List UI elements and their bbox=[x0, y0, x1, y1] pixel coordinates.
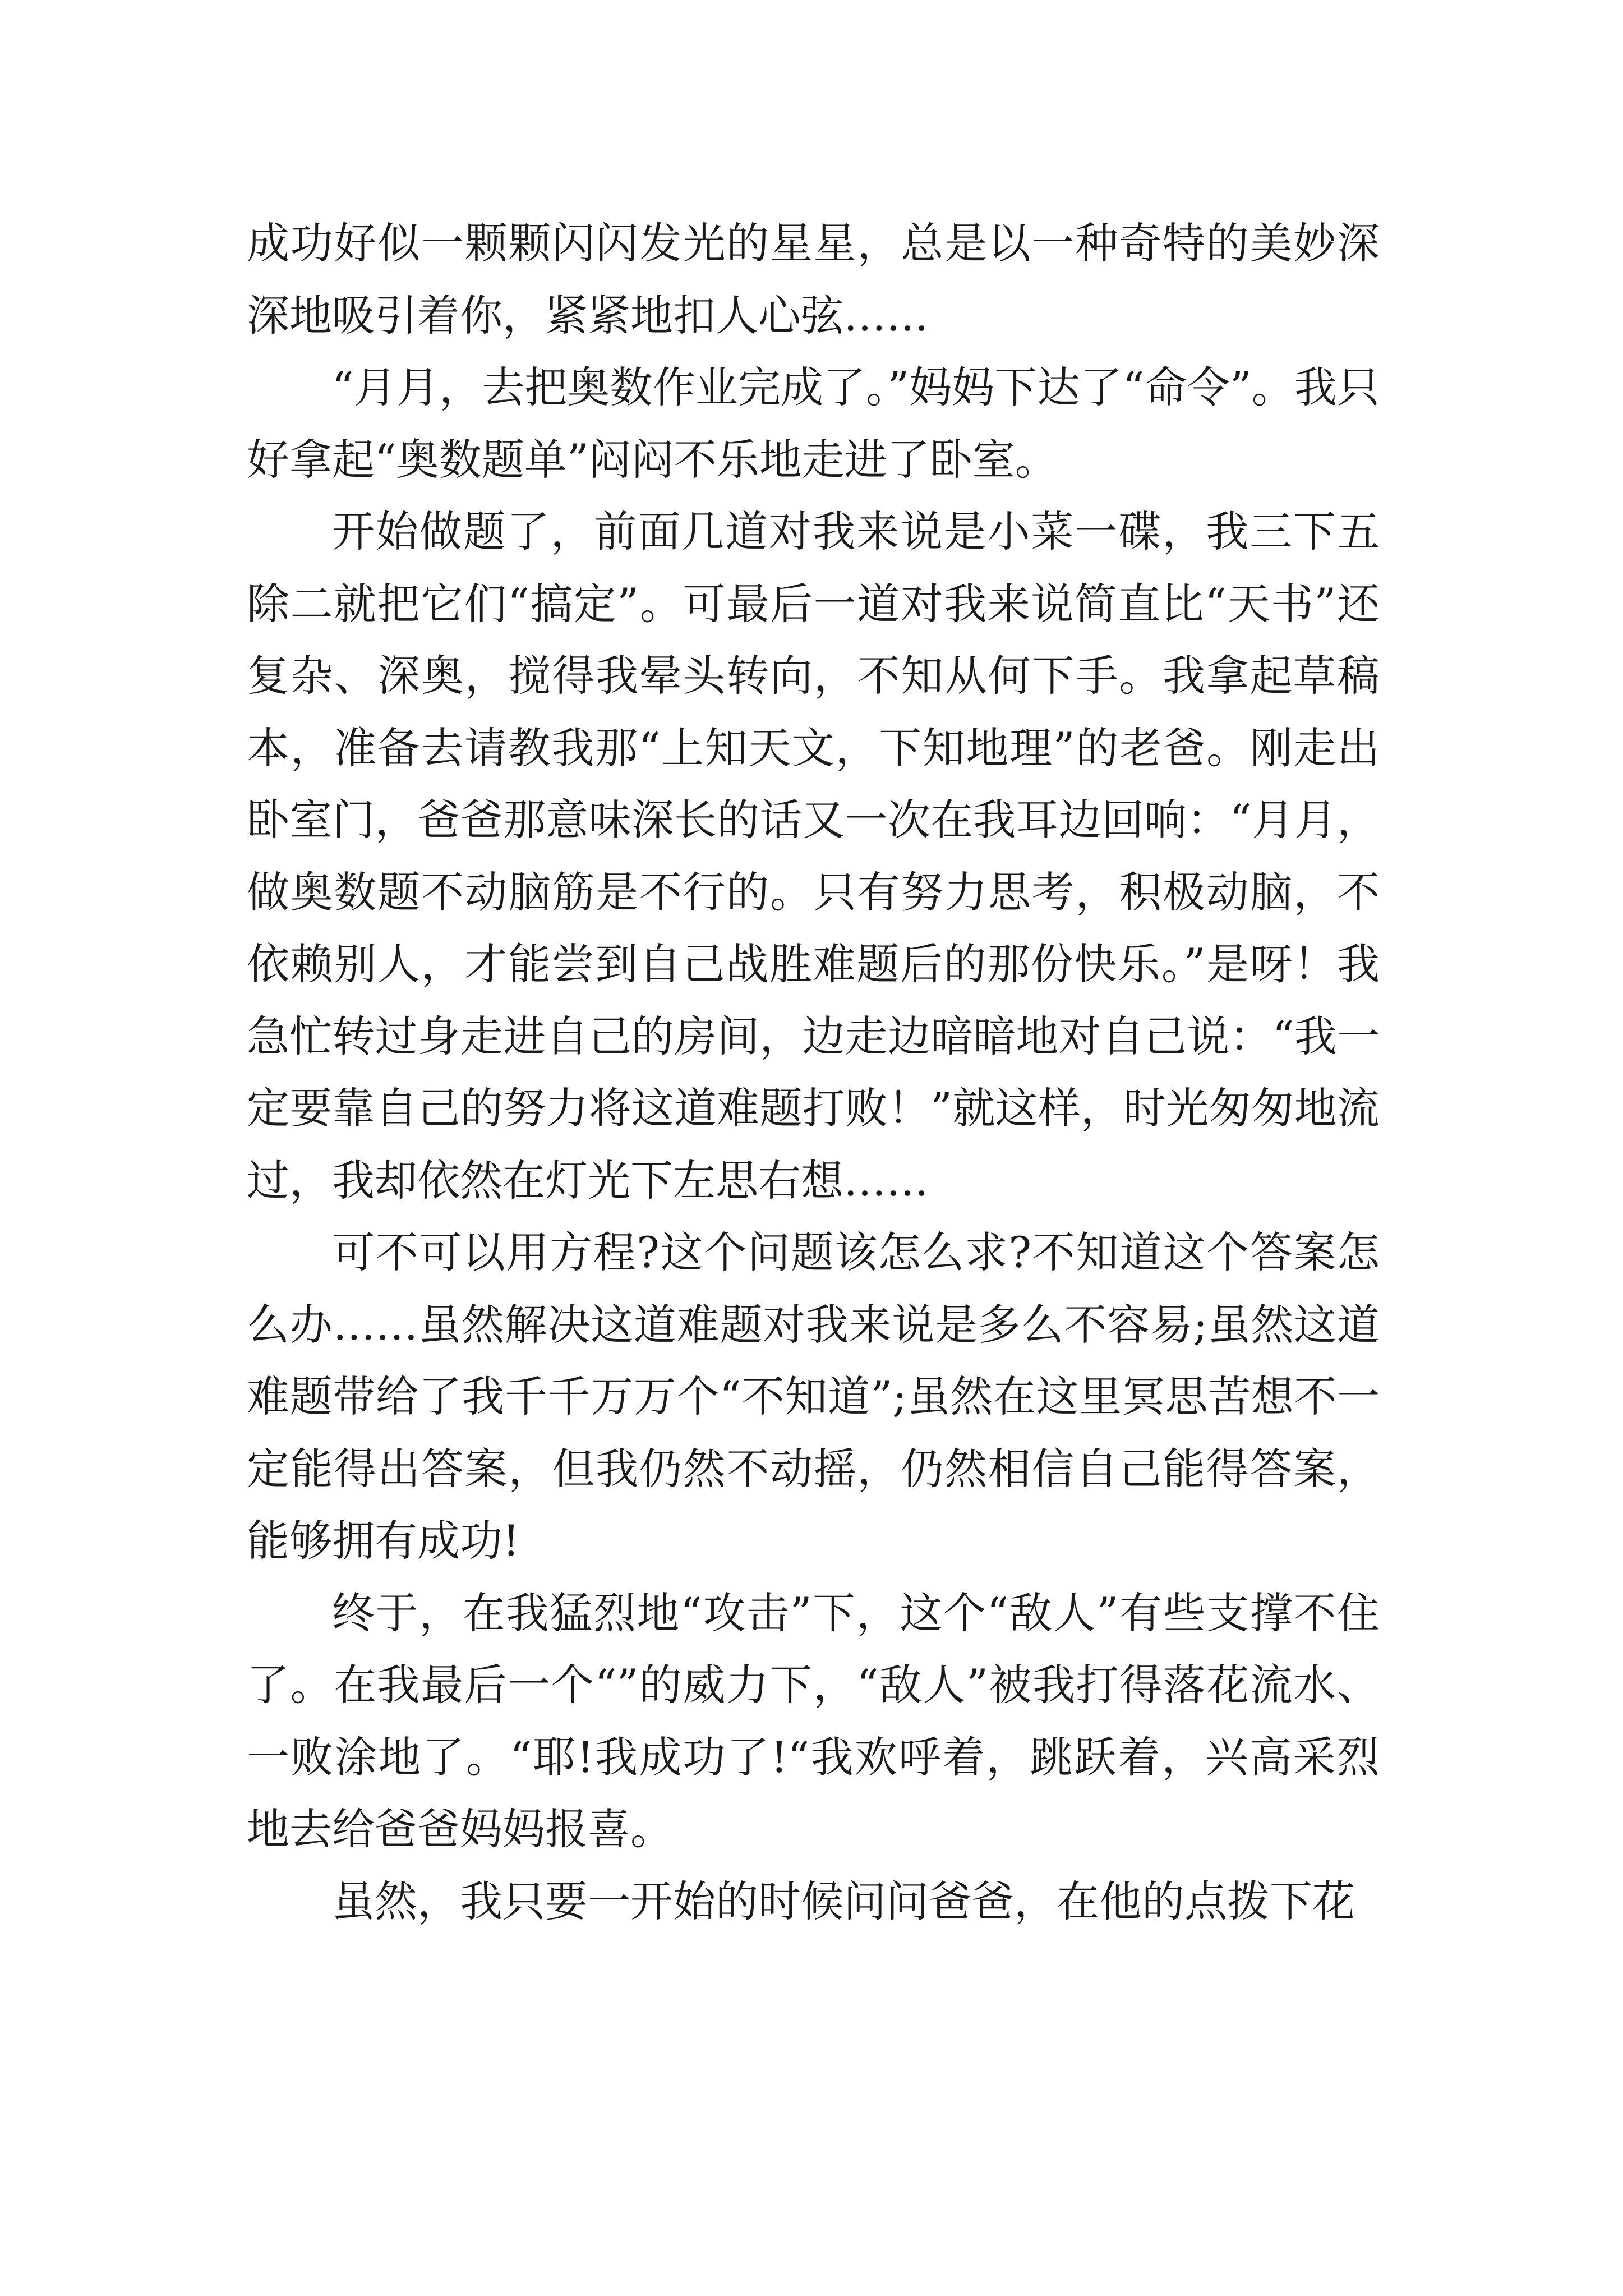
paragraph-6: 虽然，我只要一开始的时候问问爸爸，在他的点拨下花 bbox=[332, 1876, 1355, 1926]
paragraph-4: 可不可以用方程?这个问题该怎么求?不知道这个答案怎么办……虽然解决这道难题对我来说是多么不容易;虽然这道难题带给了我千千万万个“不知道”;虽然在这里冥思苦想不一定能得出答案，但我仍然不动摇，仍然相信自己能得答案，能够拥有成功! bbox=[247, 1227, 1380, 1566]
paragraph-3: 开始做题了，前面几道对我来说是小菜一碟，我三下五除二就把它们“搞定”。可最后一道对我来说简直比“天书”还复杂、深奥，搅得我晕头转向，不知从何下手。我拿起草稿本，准备去请教我那“上知天文，下知地理”的老爸。刚走出卧室门，爸爸那意味深长的话又一次在我耳边回响：“月月，做奥数题不动脑筋是不行的。只有努力思考，积极动脑，不依赖别人，才能尝到自己战胜难题后的那份快乐。”是呀！我急忙转过身走进自己的房间，边走边暗暗地对自己说：“我一定要靠自己的努力将这道难题打败！”就这样，时光匆匆地流过，我却依然在灯光下左思右想…… bbox=[247, 507, 1380, 1205]
paragraph-1: 成功好似一颗颗闪闪发光的星星，总是以一种奇特的美妙深深地吸引着你，紧紧地扣人心弦…… bbox=[247, 218, 1380, 341]
paragraph-2: “月月，去把奥数作业完成了。”妈妈下达了“命令”。我只好拿起“奥数题单”闷闷不乐地走进了卧室。 bbox=[247, 362, 1380, 485]
document-body bbox=[247, 208, 1380, 1938]
paragraph-5: 终于，在我猛烈地“攻击”下，这个“敌人”有些支撑不住了。在我最后一个“”的威力下，“敌人”被我打得落花流水、一败涂地了。“耶!我成功了!“我欢呼着，跳跃着，兴高采烈地去给爸爸妈妈报喜。 bbox=[247, 1588, 1380, 1854]
